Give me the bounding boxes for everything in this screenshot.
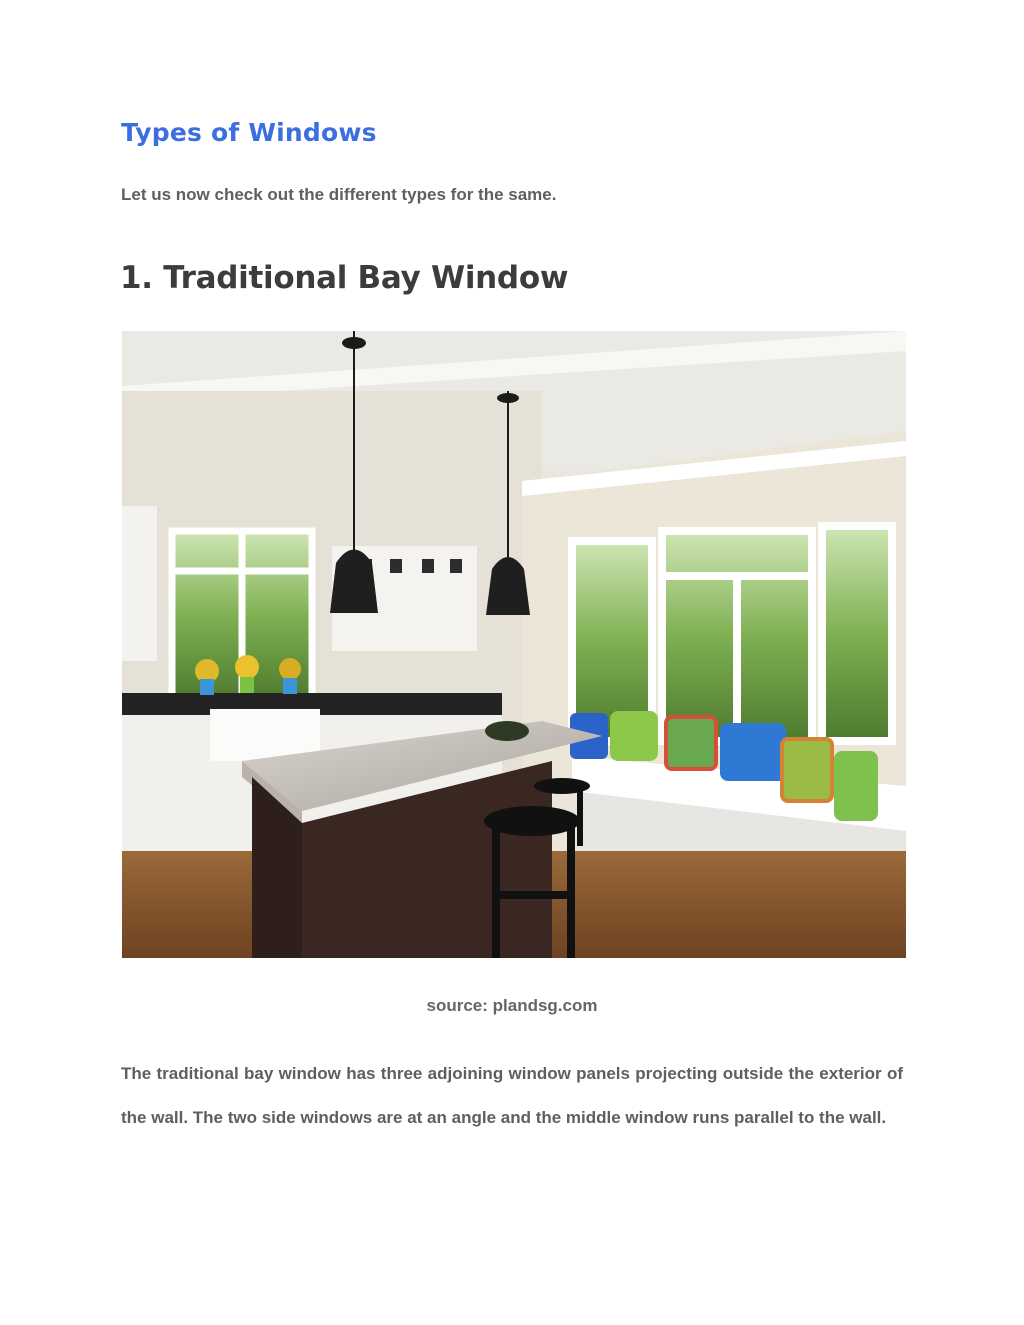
image-caption: source: plandsg.com: [426, 996, 598, 1015]
article-title: 1. Traditional Bay Window: [120, 260, 569, 296]
bay-window-photo: [122, 331, 906, 958]
intro-text: Let us now check out the different types for the same.: [121, 185, 557, 204]
bay-window-glass: [572, 526, 892, 741]
flower-pots: [195, 655, 301, 695]
article-paragraph: The traditional bay window has three adjoining window panels projecting outside the exterior of the wall. The two side windows are at an angle and the middle window runs parallel to the wall.: [121, 1064, 903, 1127]
section-heading: Types of Windows: [121, 118, 377, 147]
